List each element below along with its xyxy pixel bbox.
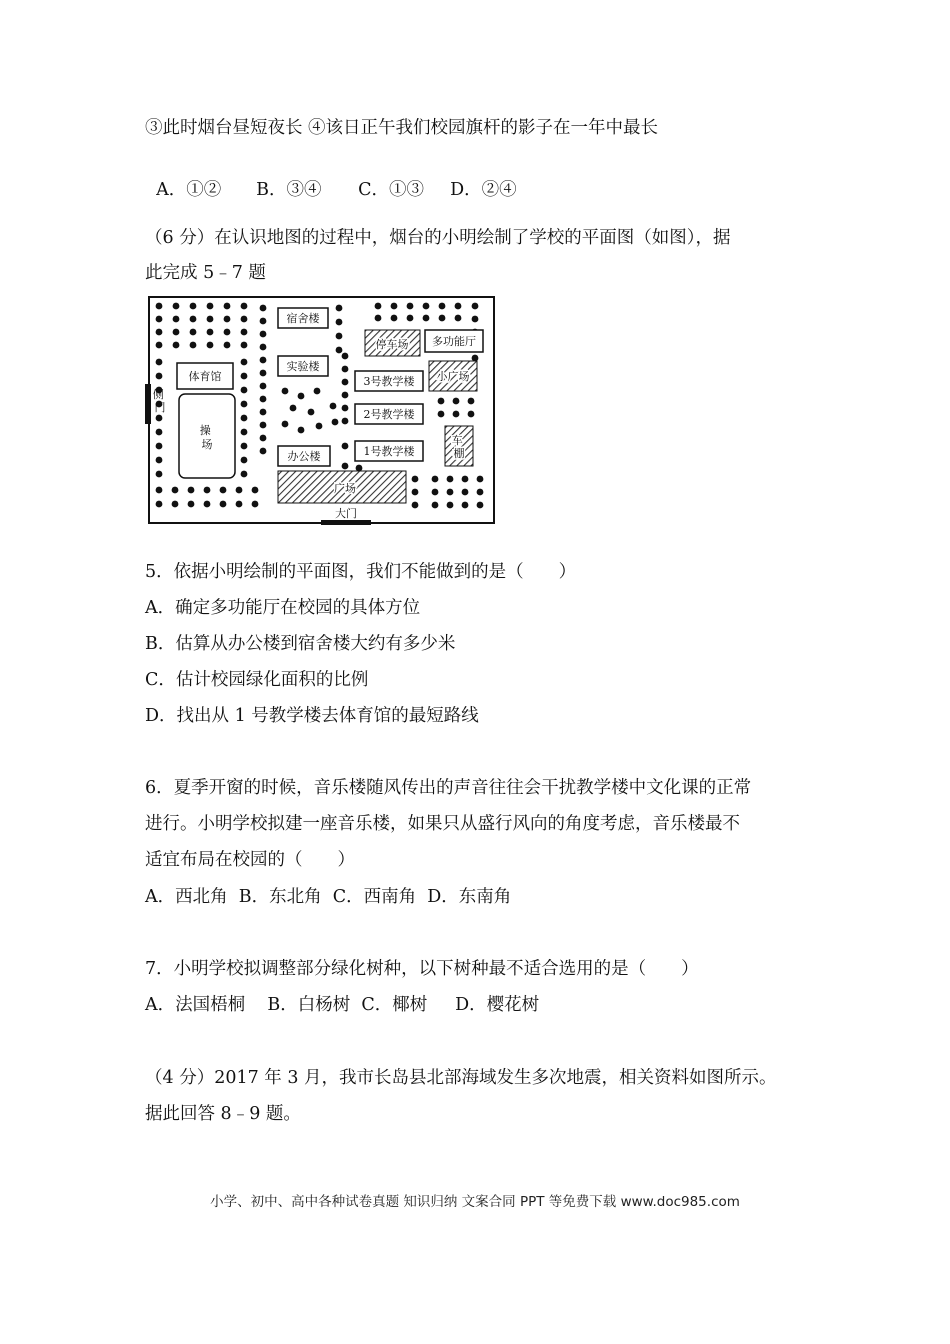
q6-line3: 适宜布局在校园的（ ） xyxy=(145,850,355,870)
tree-dot xyxy=(468,398,475,405)
tree-dot xyxy=(260,422,267,429)
tree-dot xyxy=(190,342,197,349)
tree-dot xyxy=(207,316,214,323)
tree-dot xyxy=(342,366,349,373)
tree-dot xyxy=(241,329,248,336)
side-gate-char2: 门 xyxy=(154,401,166,414)
tree-dot xyxy=(316,423,323,430)
tree-dot xyxy=(241,387,248,394)
q4-option-d: D．②④ xyxy=(450,180,517,200)
field-label-char2: 场 xyxy=(201,438,213,451)
tree-dot xyxy=(282,421,289,428)
tree-dot xyxy=(453,398,460,405)
tree-dot xyxy=(188,487,195,494)
tree-dot xyxy=(462,489,469,496)
tree-dot xyxy=(156,443,163,450)
tree-dot xyxy=(188,501,195,508)
tree-dot xyxy=(477,476,484,483)
tree-dot xyxy=(241,401,248,408)
tree-dot xyxy=(391,315,398,322)
tree-dot xyxy=(439,303,446,310)
q4-statement: ③此时烟台昼短夜长 ④该日正午我们校园旗杆的影子在一年中最长 xyxy=(145,118,659,138)
tree-dot xyxy=(241,359,248,366)
tree-dot xyxy=(342,443,349,450)
tree-dot xyxy=(298,393,305,400)
tree-dot xyxy=(477,502,484,509)
tree-dot xyxy=(156,316,163,323)
tree-dot xyxy=(468,411,475,418)
tree-dot xyxy=(356,465,363,472)
multi-hall-label: 多功能厅 xyxy=(432,335,476,348)
main-gate-label: 大门 xyxy=(335,507,357,520)
tree-dot xyxy=(260,448,267,455)
q6-line2: 进行。小明学校拟建一座音乐楼，如果只从盛行风向的角度考虑，音乐楼最不 xyxy=(145,814,740,834)
side-gate-char1: 侧 xyxy=(152,388,164,401)
dorm-label: 宿舍楼 xyxy=(286,312,320,325)
tree-dot xyxy=(447,502,454,509)
small-square-label: 小广场 xyxy=(436,370,470,383)
q4-option-c: C．①③ xyxy=(358,180,425,200)
group-5-7-intro-line2: 此完成 5﹣7 题 xyxy=(145,263,266,283)
q6-line1: 6．夏季开窗的时候，音乐楼随风传出的声音往往会干扰教学楼中文化课的正常 xyxy=(145,778,752,798)
tree-dot xyxy=(156,342,163,349)
tree-dot xyxy=(224,316,231,323)
tree-dot xyxy=(241,471,248,478)
tree-dot xyxy=(156,429,163,436)
tree-dot xyxy=(241,316,248,323)
tree-dot xyxy=(260,357,267,364)
tree-dot xyxy=(375,303,382,310)
tree-dot xyxy=(156,329,163,336)
tree-dot xyxy=(342,353,349,360)
main-gate-bar xyxy=(321,520,371,525)
tree-dot xyxy=(156,415,163,422)
tree-dot xyxy=(412,476,419,483)
tree-dot xyxy=(236,501,243,508)
tree-dot xyxy=(260,383,267,390)
q7-stem: 7．小明学校拟调整部分绿化树种，以下树种最不适合选用的是（ ） xyxy=(145,959,699,979)
q5-stem: 5．依据小明绘制的平面图，我们不能做到的是（ ） xyxy=(145,562,577,582)
shed-label-char2: 棚 xyxy=(453,447,465,460)
tree-dot xyxy=(241,373,248,380)
tree-dot xyxy=(241,443,248,450)
shed-label xyxy=(452,434,467,460)
tree-dot xyxy=(156,471,163,478)
tree-dot xyxy=(190,329,197,336)
tree-dot xyxy=(260,396,267,403)
tree-dot xyxy=(207,329,214,336)
tree-dot xyxy=(252,501,259,508)
q5-option-c: C．估计校园绿化面积的比例 xyxy=(145,670,369,690)
tree-dot xyxy=(332,419,339,426)
tree-dot xyxy=(462,502,469,509)
tree-dot xyxy=(308,409,315,416)
q4-option-b: B．③④ xyxy=(256,180,322,200)
tree-dot xyxy=(342,418,349,425)
tree-dot xyxy=(298,427,305,434)
tree-dot xyxy=(260,305,267,312)
tree-dot xyxy=(204,487,211,494)
tree-dot xyxy=(336,319,343,326)
tree-dot xyxy=(241,415,248,422)
tree-dot xyxy=(342,405,349,412)
tree-dot xyxy=(336,333,343,340)
tree-dot xyxy=(412,502,419,509)
q6-options: A．西北角 B．东北角 C．西南角 D．东南角 xyxy=(145,887,512,907)
tree-dot xyxy=(241,342,248,349)
q5-option-b: B．估算从办公楼到宿舍楼大约有多少米 xyxy=(145,634,456,654)
tree-dot xyxy=(462,476,469,483)
tree-dot xyxy=(260,318,267,325)
tree-dot xyxy=(472,355,479,362)
tree-dot xyxy=(455,315,462,322)
tree-dot xyxy=(260,370,267,377)
tree-dot xyxy=(447,489,454,496)
tree-dot xyxy=(204,501,211,508)
gym-label: 体育馆 xyxy=(188,370,222,383)
tree-dot xyxy=(156,359,163,366)
tree-dot xyxy=(224,342,231,349)
tree-dot xyxy=(336,305,343,312)
tree-dot xyxy=(173,329,180,336)
q5-option-a: A．确定多功能厅在校园的具体方位 xyxy=(145,598,421,618)
tree-dot xyxy=(241,429,248,436)
tree-dot xyxy=(173,303,180,310)
bldg1-label: 1号教学楼 xyxy=(363,445,415,458)
tree-dot xyxy=(173,342,180,349)
tree-dot xyxy=(438,398,445,405)
q4-options xyxy=(145,154,517,202)
tree-dot xyxy=(156,501,163,508)
tree-dot xyxy=(172,501,179,508)
parking-label: 停车场 xyxy=(375,338,409,351)
tree-dot xyxy=(330,403,337,410)
tree-dot xyxy=(156,457,163,464)
tree-dot xyxy=(220,501,227,508)
field-label-char1: 操 xyxy=(199,424,211,437)
tree-dot xyxy=(407,303,414,310)
tree-dot xyxy=(447,476,454,483)
lab-label: 实验楼 xyxy=(286,360,320,373)
tree-dot xyxy=(207,342,214,349)
tree-dot xyxy=(423,315,430,322)
tree-dot xyxy=(438,411,445,418)
tree-dot xyxy=(391,303,398,310)
group-8-9-intro-line2: 据此回答 8﹣9 题。 xyxy=(145,1104,301,1124)
tree-dot xyxy=(260,409,267,416)
tree-dot xyxy=(156,303,163,310)
tree-dot xyxy=(432,489,439,496)
bldg3-label: 3号教学楼 xyxy=(363,375,415,388)
tree-dot xyxy=(220,487,227,494)
tree-dot xyxy=(342,392,349,399)
tree-dot xyxy=(252,487,259,494)
tree-dot xyxy=(224,303,231,310)
page-footer: 小学、初中、高中各种试卷真题 知识归纳 文案合同 PPT 等免费下载 www.doc985.com xyxy=(210,1194,740,1210)
tree-dot xyxy=(432,476,439,483)
tree-dot xyxy=(190,316,197,323)
tree-dot xyxy=(336,347,343,354)
group-5-7-intro-line1: （6 分）在认识地图的过程中，烟台的小明绘制了学校的平面图（如图），据 xyxy=(145,228,731,248)
group-8-9-intro-line1: （4 分）2017 年 3 月，我市长岛县北部海域发生多次地震，相关资料如图所示。 xyxy=(145,1068,777,1088)
tree-dot xyxy=(260,331,267,338)
tree-dot xyxy=(260,344,267,351)
square-label: 广场 xyxy=(334,482,356,495)
tree-dot xyxy=(224,329,231,336)
tree-dot xyxy=(407,315,414,322)
tree-dot xyxy=(477,489,484,496)
bldg2-label: 2号教学楼 xyxy=(363,408,415,421)
school-plan-map xyxy=(145,296,497,526)
q4-option-a: A．①② xyxy=(156,180,222,200)
side-gate-bar xyxy=(145,384,151,424)
tree-dot xyxy=(241,457,248,464)
tree-dot xyxy=(342,463,349,470)
tree-dot xyxy=(260,435,267,442)
tree-dot xyxy=(207,303,214,310)
tree-dot xyxy=(290,405,297,412)
tree-dot xyxy=(432,502,439,509)
tree-dot xyxy=(455,303,462,310)
tree-dot xyxy=(156,487,163,494)
q5-option-d: D．找出从 1 号教学楼去体育馆的最短路线 xyxy=(145,706,479,726)
tree-dot xyxy=(156,373,163,380)
tree-dot xyxy=(453,411,460,418)
q7-options: A．法国梧桐 B．白杨树 C．椰树 D．樱花树 xyxy=(145,995,540,1015)
tree-dot xyxy=(472,303,479,310)
side-gate-label xyxy=(153,388,168,414)
tree-dot xyxy=(173,316,180,323)
shed-label-char1: 车 xyxy=(451,434,463,447)
tree-dot xyxy=(423,303,430,310)
tree-dot xyxy=(412,489,419,496)
tree-dot xyxy=(314,388,321,395)
tree-dot xyxy=(342,379,349,386)
tree-dot xyxy=(190,303,197,310)
tree-dot xyxy=(282,388,289,395)
tree-dot xyxy=(439,315,446,322)
office-label: 办公楼 xyxy=(287,450,321,463)
tree-dot xyxy=(241,303,248,310)
tree-dot xyxy=(472,316,479,323)
tree-dot xyxy=(375,315,382,322)
tree-dot xyxy=(172,487,179,494)
tree-dot xyxy=(236,487,243,494)
